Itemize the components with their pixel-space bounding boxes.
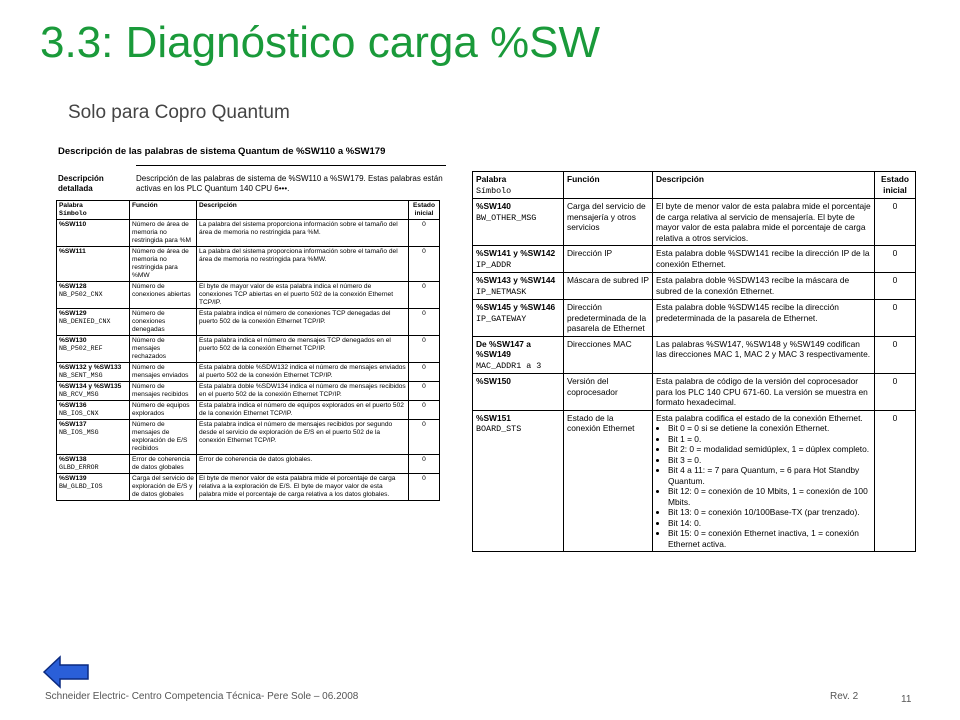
header-symbol: Símbolo [476, 185, 512, 196]
cell-state: 0 [875, 300, 916, 337]
footer-text: Schneider Electric- Centro Competencia Técnica- Pere Sole – 06.2008 [45, 691, 359, 702]
left-system-words-table [56, 200, 440, 501]
cell-function: Número de equipos explorados [130, 401, 197, 420]
cell-state: 0 [409, 420, 440, 455]
table-row [57, 363, 440, 382]
cell-description: Esta palabra de código de la versión del coprocesador para los PLC 140 CPU 671-60. La versión se muestra en formato hexadecimal. [653, 374, 875, 411]
cell-word: %SW134 y %SW135 NB_RCV_MSG [57, 382, 130, 401]
table-header-row [57, 201, 440, 220]
cell-symbol: IP_ADDR [476, 259, 512, 270]
table-row [57, 220, 440, 247]
list-item: • Bit 3 = 0. [668, 455, 871, 466]
header-state: Estado inicial [409, 201, 440, 220]
table-row [473, 246, 916, 273]
table-row [473, 336, 916, 374]
cell-word: %SW151 BOARD_STS [473, 410, 564, 552]
cell-function: Máscara de subred IP [564, 273, 653, 300]
cell-function: Estado de la conexión Ethernet [564, 410, 653, 552]
cell-symbol: MAC_ADDR1 a 3 [476, 360, 542, 371]
cell-state: 0 [875, 410, 916, 552]
cell-state: 0 [409, 282, 440, 309]
back-button[interactable] [42, 655, 90, 689]
table-row [57, 336, 440, 363]
cell-function: Número de mensajes recibidos [130, 382, 197, 401]
cell-description: Esta palabra doble %SDW145 recibe la dirección predeterminada de la pasarela de Ethernet. [653, 300, 875, 337]
cell-symbol: NB_SENT_MSG [59, 372, 103, 379]
back-arrow-icon [42, 655, 90, 689]
cell-description: Esta palabra doble %SDW132 indica el número de mensajes enviados al puerto 502 de la conexión Ethernet TCP/IP. [197, 363, 409, 382]
table-row [473, 273, 916, 300]
cell-state: 0 [875, 336, 916, 374]
cell-word: %SW110 [57, 220, 130, 247]
cell-function: Número de mensajes enviados [130, 363, 197, 382]
cell-description: La palabra del sistema proporciona información sobre el tamaño del área de memoria no restringida para %MW. [197, 247, 409, 282]
cell-state: 0 [875, 273, 916, 300]
table-row [57, 247, 440, 282]
table-row [473, 300, 916, 337]
table-row [57, 282, 440, 309]
cell-function: Dirección predeterminada de la pasarela de Ethernet [564, 300, 653, 337]
list-item: • Bit 14: 0. [668, 518, 871, 529]
cell-word: De %SW147 a %SW149 MAC_ADDR1 a 3 [473, 336, 564, 374]
list-item: • Bit 4 a 11: = 7 para Quantum, = 6 para Hot Standby Quantum. [668, 465, 871, 486]
cell-symbol: IP_NETMASK [476, 286, 527, 297]
description-label: Descripción detallada [58, 174, 104, 193]
cell-symbol: NB_DENIED_CNX [59, 318, 111, 325]
cell-description: Las palabras %SW147, %SW148 y %SW149 codifican las direcciones MAC 1, MAC 2 y MAC 3 respectivamente. [653, 336, 875, 374]
cell-description: El byte de mayor valor de esta palabra indica el número de conexiones TCP abiertas en el puerto 502 de la conexión Ethernet TCP/IP. [197, 282, 409, 309]
cell-description: Esta palabra doble %SDW134 indica el número de mensajes recibidos en el puerto 502 de la conexión Ethernet TCP/IP. [197, 382, 409, 401]
cell-function: Número de mensajes de exploración de E/S recibidos [130, 420, 197, 455]
cell-symbol: NB_IOS_CNX [59, 410, 99, 417]
slide-title: 3.3: Diagnóstico carga %SW [40, 18, 601, 67]
cell-word: %SW136 NB_IOS_CNX [57, 401, 130, 420]
bit-list [656, 423, 871, 549]
cell-word: %SW141 y %SW142 IP_ADDR [473, 246, 564, 273]
cell-word: %SW138 GLBD_ERROR [57, 455, 130, 474]
list-item: • Bit 1 = 0. [668, 434, 871, 445]
cell-word: %SW145 y %SW146 IP_GATEWAY [473, 300, 564, 337]
cell-state: 0 [875, 199, 916, 246]
list-item: • Bit 13: 0 = conexión 10/100Base-TX (par trenzado). [668, 507, 871, 518]
cell-state: 0 [409, 220, 440, 247]
table-row [57, 455, 440, 474]
cell-function: Número de área de memoria no restringida para %MW [130, 247, 197, 282]
divider [136, 165, 446, 166]
cell-state: 0 [409, 309, 440, 336]
cell-symbol: NB_P502_REF [59, 345, 103, 352]
table-row [57, 401, 440, 420]
cell-function: Carga del servicio de mensajería y otros servicios [564, 199, 653, 246]
cell-description: La palabra del sistema proporciona información sobre el tamaño del área de memoria no restringida para %M. [197, 220, 409, 247]
cell-function: Número de conexiones denegadas [130, 309, 197, 336]
list-item: • Bit 15: 0 = conexión Ethernet inactiva, 1 = conexión Ethernet activa. [668, 528, 871, 549]
board-description-text: Esta palabra codifica el estado de la conexión Ethernet. [656, 412, 863, 423]
cell-state: 0 [409, 401, 440, 420]
cell-description: El byte de menor valor de esta palabra mide el porcentaje de carga relativa al servicio de mensajería. El byte de mayor valor de esta palabra mide el porcentaje de carga relativa a otros servicios. [653, 199, 875, 246]
cell-function: Número de área de memoria no restringida para %M [130, 220, 197, 247]
cell-state: 0 [409, 455, 440, 474]
table-row [473, 410, 916, 552]
header-description: Descripción [653, 172, 875, 199]
cell-word: %SW139 BW_GLBD_IOS [57, 474, 130, 501]
table-row [57, 474, 440, 501]
cell-function: Error de coherencia de datos globales [130, 455, 197, 474]
cell-description: Esta palabra indica el número de mensajes TCP denegados en el puerto 502 de la conexión Ethernet TCP/IP. [197, 336, 409, 363]
cell-word: %SW111 [57, 247, 130, 282]
cell-word: %SW128 NB_P502_CNX [57, 282, 130, 309]
cell-word: %SW137 NB_IOS_MSG [57, 420, 130, 455]
cell-symbol: IP_GATEWAY [476, 313, 527, 324]
table-row [57, 420, 440, 455]
right-system-words-table [472, 171, 916, 552]
cell-word: %SW130 NB_P502_REF [57, 336, 130, 363]
cell-description: Esta palabra indica el número de equipos explorados en el puerto 502 de la conexión Ethernet TCP/IP. [197, 401, 409, 420]
cell-symbol: BOARD_STS [476, 424, 522, 434]
left-description-block [56, 174, 446, 194]
cell-function: Número de mensajes rechazados [130, 336, 197, 363]
cell-description: Esta palabra indica el número de conexiones TCP denegadas del puerto 502 de la conexión Ethernet TCP/IP. [197, 309, 409, 336]
left-table-body [57, 220, 440, 501]
cell-state: 0 [409, 363, 440, 382]
header-symbol: Símbolo [59, 210, 87, 217]
cell-function: Versión del coprocesador [564, 374, 653, 411]
header-word: Palabra Símbolo [57, 201, 130, 220]
cell-word: %SW140 BW_OTHER_MSG [473, 199, 564, 246]
cell-symbol: NB_RCV_MSG [59, 391, 99, 398]
cell-word: %SW143 y %SW144 IP_NETMASK [473, 273, 564, 300]
cell-description: Error de coherencia de datos globales. [197, 455, 409, 474]
table-row [57, 309, 440, 336]
table-header-row [473, 172, 916, 199]
right-table-body [473, 199, 916, 552]
cell-description: Esta palabra doble %SDW141 recibe la dirección IP de la conexión Ethernet. [653, 246, 875, 273]
cell-state: 0 [875, 374, 916, 411]
description-text: Descripción de las palabras de sistema de %SW110 a %SW179. Estas palabras están activas en los PLC Quantum 140 CPU 6•••. [136, 174, 443, 193]
cell-description: El byte de menor valor de esta palabra mide el porcentaje de carga relativa a la exploración de E/S. El byte de mayor valor de esta palabra mide el porcentaje de carga relativa a los datos globales. [197, 474, 409, 501]
left-document-title: Descripción de las palabras de sistema Quantum de %SW110 a %SW179 [58, 146, 386, 157]
cell-state: 0 [409, 247, 440, 282]
cell-symbol: GLBD_ERROR [59, 464, 99, 471]
cell-word: %SW129 NB_DENIED_CNX [57, 309, 130, 336]
header-function: Función [564, 172, 653, 199]
cell-function: Direcciones MAC [564, 336, 653, 374]
cell-description: Esta palabra doble %SDW143 recibe la máscara de subred de la conexión Ethernet. [653, 273, 875, 300]
cell-symbol: BW_OTHER_MSG [476, 212, 537, 223]
cell-symbol: NB_P502_CNX [59, 291, 103, 298]
cell-function: Carga del servicio de exploración de E/S y de datos globales [130, 474, 197, 501]
table-row [473, 374, 916, 411]
cell-symbol: BW_GLBD_IOS [59, 483, 103, 490]
cell-word: %SW150 [473, 374, 564, 411]
header-description: Descripción [197, 201, 409, 220]
cell-state: 0 [875, 246, 916, 273]
header-word: Palabra Símbolo [473, 172, 564, 199]
cell-state: 0 [409, 382, 440, 401]
list-item: • Bit 12: 0 = conexión de 10 Mbits, 1 = conexión de 100 Mbits. [668, 486, 871, 507]
page-number: 11 [901, 694, 912, 705]
cell-function: Dirección IP [564, 246, 653, 273]
list-item: • Bit 0 = 0 si se detiene la conexión Ethernet. [668, 423, 871, 434]
revision-label: Rev. 2 [830, 691, 859, 702]
header-function: Función [130, 201, 197, 220]
cell-state: 0 [409, 336, 440, 363]
left-document [56, 146, 446, 501]
cell-description: Esta palabra indica el número de mensajes recibidos por segundo desde el servicio de exploración de E/S en el puerto 502 de la conexión Ethernet TCP/IP. [197, 420, 409, 455]
cell-function: Número de conexiones abiertas [130, 282, 197, 309]
list-item: • Bit 2: 0 = modalidad semidúplex, 1 = dúplex completo. [668, 444, 871, 455]
table-row [57, 382, 440, 401]
table-row [473, 199, 916, 246]
cell-symbol: NB_IOS_MSG [59, 429, 99, 436]
slide-subtitle: Solo para Copro Quantum [68, 102, 290, 123]
cell-state: 0 [409, 474, 440, 501]
header-state: Estado inicial [875, 172, 916, 199]
cell-description [653, 410, 875, 552]
cell-word: %SW132 y %SW133 NB_SENT_MSG [57, 363, 130, 382]
